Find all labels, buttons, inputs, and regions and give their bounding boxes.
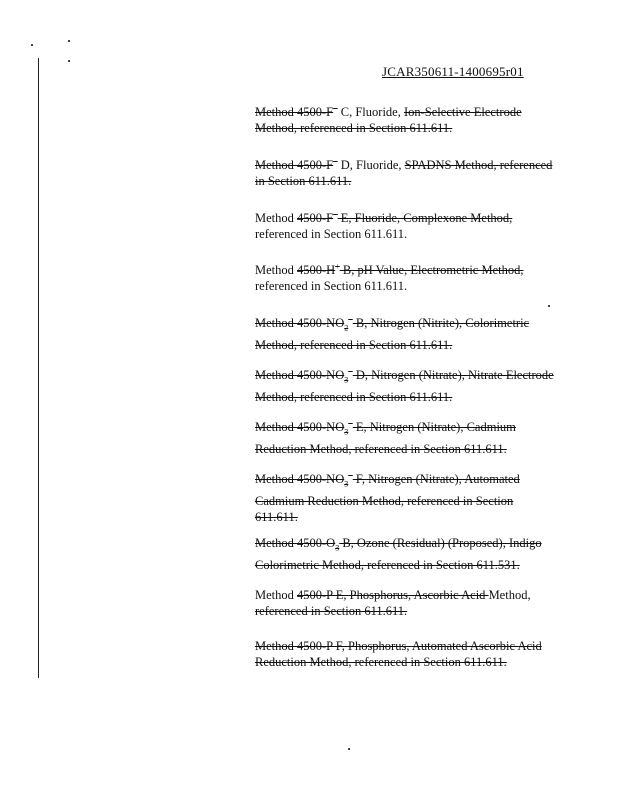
method-entry: Method $4500-NO_2^-$ B, Nitrogen (Nitrite), Colorimetric Method, referenced in Section 611.611. [255,315,530,352]
scan-speck [68,40,70,42]
method-entry: Method 4500-H+ B, pH Value, Electrometric Method, referenced in Section 611.611. [255,262,524,294]
document-id: JCAR350611-1400695r01 [382,64,524,79]
scan-speck [348,748,350,750]
margin-rule [38,58,39,678]
scan-speck [31,44,33,46]
method-entry: Method $4500-O_3$ B, Ozone (Residual) (Proposed), Indigo Colorimetric Method, referenced in Section 611.531. [255,536,542,572]
method-entry: Method $4500-NO_3^-$ E, Nitrogen (Nitrate), Cadmium Reduction Method, referenced in Section 611.611. [255,419,516,456]
method-entry: Method 4500-P E, Phosphorus, Ascorbic Acid Method, referenced in Section 611.611. [255,588,531,618]
scan-speck [548,305,550,307]
method-entry: Method 4500-F− E, Fluoride, Complexone Method, referenced in Section 611.611. [255,210,513,242]
method-entry: Method 4500-F− C, Fluoride, Ion-Selective Electrode Method, referenced in Section 611.611. [255,104,522,136]
scan-speck [68,60,70,62]
method-entry: Method $4500-NO_3^-$ D, Nitrogen (Nitrate), Nitrate Electrode Method, referenced in Section 611.611. [255,367,554,404]
method-entry: Method 4500-P F, Phosphorus, Automated Ascorbic Acid Reduction Method, referenced in Section 611.611. [255,639,542,669]
method-entry: Method $4500-NO_3^-$ F, Nitrogen (Nitrate), Automated Cadmium Reduction Method, referenced in Section 611.611. [255,471,520,524]
method-entry: Method 4500-F− D, Fluoride, SPADNS Method, referenced in Section 611.611. [255,157,553,189]
